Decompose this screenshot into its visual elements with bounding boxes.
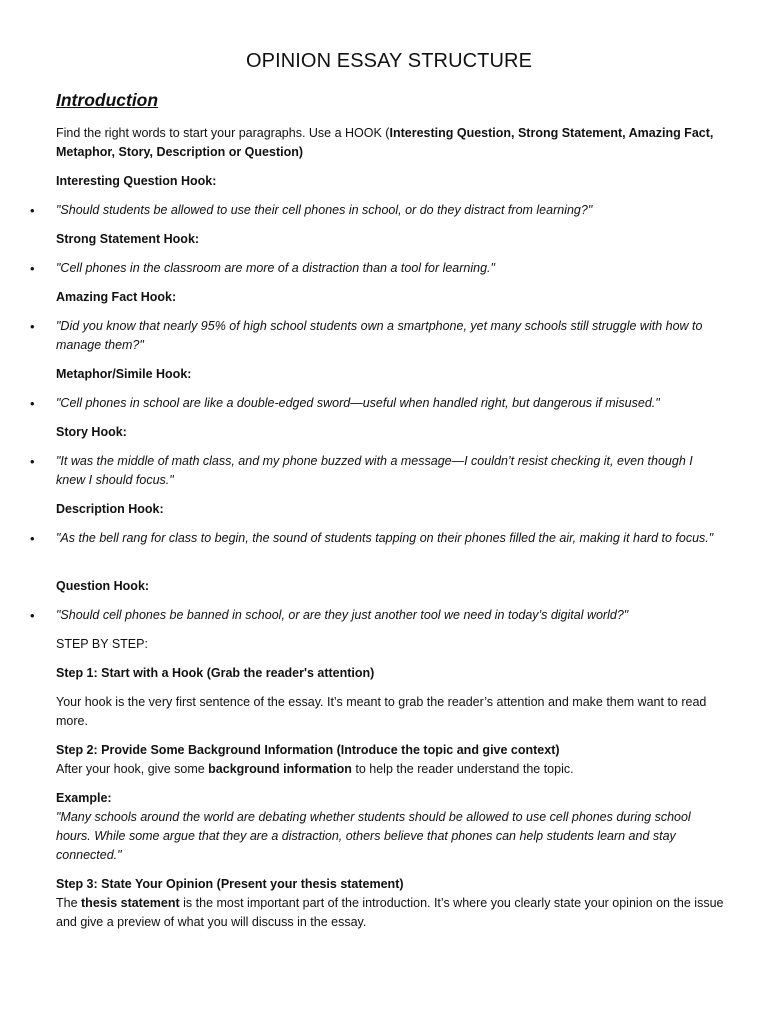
example-label: Example: [56,791,112,805]
hook-label: Metaphor/Simile Hook: [56,367,192,381]
section-heading-introduction: Introduction [56,90,159,110]
hook-label: Interesting Question Hook: [56,174,217,188]
page-title: OPINION ESSAY STRUCTURE [245,50,533,72]
step-by-step-label: STEP BY STEP: [56,637,148,651]
hook-quote: "Did you know that nearly 95% of high school students own a smartphone, yet many schools still struggle with how to manage them?" [56,319,703,352]
step2-bold-term: background information [208,762,352,776]
intro-hook-types: Interesting Question, Strong Statement, Amazing Fact, Metaphor, Story, Description or Question) [56,126,714,159]
step2-paragraph [56,760,726,779]
bullet-icon: • [30,319,35,334]
example-text: "Many schools around the world are debating whether students should be allowed to use cell phones during school hours. While some argue that they are a distraction, others believe that phones can help students learn and stay connected." [56,810,691,862]
hook-quote: "It was the middle of math class, and my phone buzzed with a message—I couldn’t resist checking it, even though I knew I should focus." [56,454,693,487]
step3-text-before: The [56,896,82,910]
hook-quote: "Cell phones in school are like a double-edged sword—useful when handled right, but dangerous if misused." [56,396,660,410]
bullet-icon: • [30,531,35,546]
step1-heading: Step 1: Start with a Hook (Grab the reader's attention) [56,666,375,680]
hook-quote: "Should students be allowed to use their cell phones in school, or do they distract from learning?" [56,203,593,217]
bullet-icon: • [30,396,35,411]
step2-text-after: to help the reader understand the topic. [351,762,574,776]
intro-paragraph [56,124,726,162]
bullet-icon: • [30,454,35,469]
step3-heading: Step 3: State Your Opinion (Present your thesis statement) [56,877,404,891]
step3-bold-term: thesis statement [81,896,180,910]
bullet-icon: • [30,608,35,623]
hook-label: Story Hook: [56,425,127,439]
step3-text-after: is the most important part of the introduction. It’s where you clearly state your opinion on the issue and give a preview of what you will discuss in the essay. [56,896,724,929]
step1-text: Your hook is the very first sentence of the essay. It’s meant to grab the reader’s attention and make them want to read more. [56,695,707,728]
hook-label: Strong Statement Hook: [56,232,200,246]
hook-label: Amazing Fact Hook: [56,290,177,304]
hook-quote: "Should cell phones be banned in school, or are they just another tool we need in today’s digital world?" [56,608,629,622]
step3-paragraph [56,894,726,932]
hook-label: Question Hook: [56,579,150,593]
bullet-icon: • [30,261,35,276]
hook-quote: "Cell phones in the classroom are more of a distraction than a tool for learning." [56,261,495,275]
step2-text-before: After your hook, give some [56,762,209,776]
intro-text: Find the right words to start your paragraphs. Use a HOOK ( [56,126,390,140]
bullet-icon: • [30,203,35,218]
step2-heading: Step 2: Provide Some Background Information (Introduce the topic and give context) [56,743,560,757]
hook-quote: "As the bell rang for class to begin, the sound of students tapping on their phones filled the air, making it hard to focus." [56,531,714,545]
hook-label: Description Hook: [56,502,164,516]
